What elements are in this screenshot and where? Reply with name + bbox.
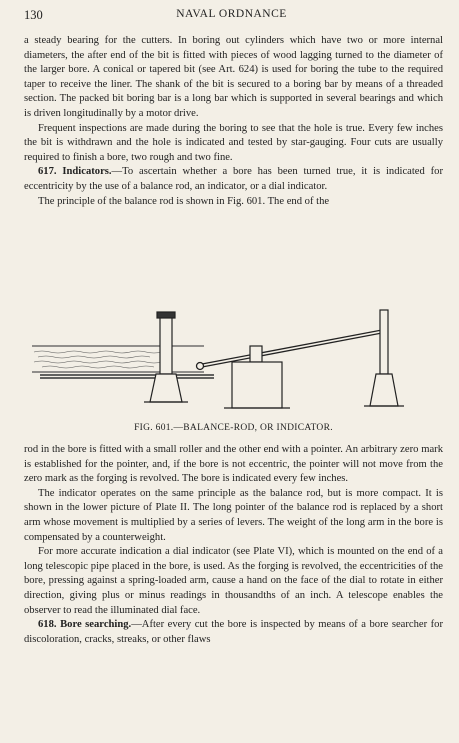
base-hatching (40, 375, 214, 378)
figure-601 (24, 306, 443, 433)
section-text: —To ascertain whether a bore has been turned true, it is indicated for eccentricity by the use of a balance rod, an indicator, or a dial indicator. (24, 166, 443, 192)
paragraph-inspections: Frequent inspections are made during the boring to see that the hole is true. Every few inches the bit is withdrawn and the hole is indicated and tested by star-gauging. Four cuts are usually required to finish a bore, two rough and two fine. (24, 122, 443, 163)
text-block-top (24, 34, 443, 209)
paragraph-dial-indicator: For more accurate indication a dial indicator (see Plate VI), which is mounted on the end of a long telescopic pipe placed in the bore, is used. As the forging is revolved, the eccentricities of the bore, pressing against a spring-loaded arm, cause a hand on the face of the dial to rotate in either direction, giving plus or minus readings in thousandths of an inch. A telescope enables the observer to read the illuminated dial face. (24, 546, 443, 616)
center-pedestal (224, 346, 290, 408)
bore-section (32, 346, 204, 372)
balance-rod-illustration (24, 306, 443, 418)
running-head: NAVAL ORDNANCE (176, 8, 287, 20)
section-title: Indicators. (62, 166, 112, 178)
left-support (144, 312, 188, 402)
section-number: 617. (38, 166, 57, 178)
page-header (24, 8, 439, 24)
section-number: 618. (38, 619, 57, 631)
paragraph-rod-pointer: rod in the bore is fitted with a small roller and the other end with a pointer. An arbitrary zero mark is established for the pointer, and, if the bore is not eccentric, the pointer will not move from the zero mark as the forging is revolved. The bore is indicated every few inches. (24, 444, 443, 485)
page-number: 130 (24, 8, 43, 22)
section-title: Bore searching. (60, 619, 132, 631)
section-617 (24, 165, 443, 194)
section-text: —After every cut the bore is inspected by means of a bore searcher for discoloration, cracks, streaks, or other flaws (24, 619, 443, 645)
text-block-bottom (24, 443, 443, 647)
paragraph-balance-rod-intro: The principle of the balance rod is shown in Fig. 601. The end of the (38, 195, 330, 207)
paragraph-boring-bits: a steady bearing for the cutters. In boring out cylinders which have two or more internal diameters, the after end of the bit is fitted with pieces of wood lagging turned to the diameter of the larger bore. A conical or tapered bit (see Art. 624) is used for boring the tube to the required taper to receive the liner. The shank of the bit is secured to a boring bar by means of a threaded section. The packed bit boring bar is a long bar which is supported in several bearings and which is driven longitudinally by a motor drive. (24, 35, 443, 119)
paragraph-indicator: The indicator operates on the same principle as the balance rod, but is more compact. It is shown in the lower picture of Plate II. The long pointer of the balance rod is replaced by a short arm whose movement is multiplied by a series of levers. The weight of the long arm in the bore is compensated by a counterweight. (24, 487, 443, 543)
pointer-post (364, 310, 404, 406)
balance-rod (197, 330, 383, 370)
figure-caption: FIG. 601.—BALANCE-ROD, OR INDICATOR. (134, 423, 333, 433)
section-618 (24, 618, 443, 647)
